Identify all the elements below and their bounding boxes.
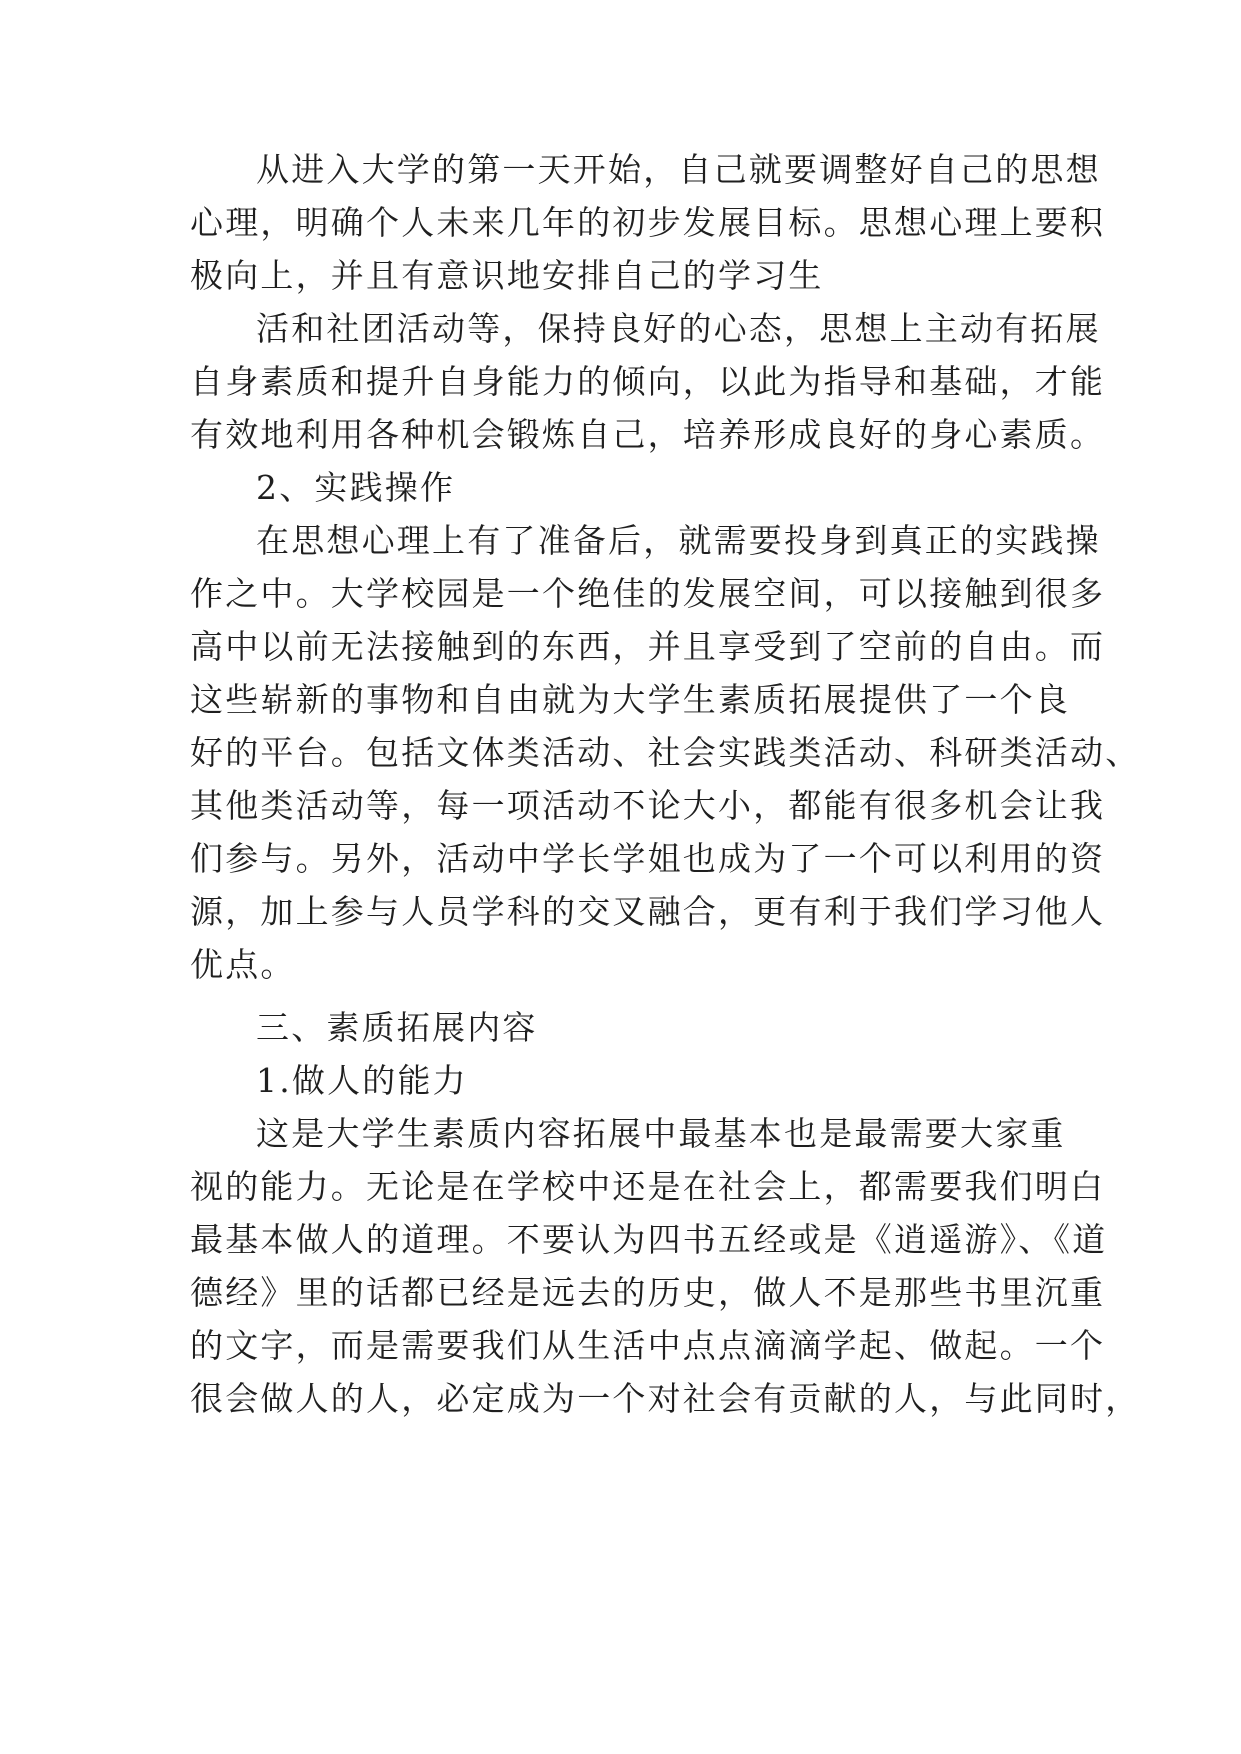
text-line: 作之中。大学校园是一个绝佳的发展空间，可以接触到很多	[190, 574, 1106, 613]
text-line: 活和社团活动等，保持良好的心态，思想上主动有拓展	[256, 309, 1101, 348]
text-line: 源，加上参与人员学科的交叉融合，更有利于我们学习他人	[190, 892, 1106, 931]
text-line: 在思想心理上有了准备后，就需要投身到真正的实践操	[256, 521, 1101, 560]
text-line: 德经》里的话都已经是远去的历史，做人不是那些书里沉重	[190, 1273, 1106, 1312]
text-line: 有效地利用各种机会锻炼自己，培养形成良好的身心素质。	[190, 415, 1106, 454]
text-line: 自身素质和提升自身能力的倾向，以此为指导和基础，才能	[190, 362, 1106, 401]
text-line: 的文字，而是需要我们从生活中点点滴滴学起、做起。一个	[190, 1326, 1106, 1365]
text-line: 视的能力。无论是在学校中还是在社会上，都需要我们明白	[190, 1167, 1106, 1206]
text-line: 其他类活动等，每一项活动不论大小，都能有很多机会让我	[190, 786, 1106, 825]
heading-ability: 1.做人的能力	[256, 1061, 468, 1100]
text-line: 这些崭新的事物和自由就为大学生素质拓展提供了一个良	[190, 680, 1070, 719]
text-line: 极向上，并且有意识地安排自己的学习生	[190, 256, 824, 295]
text-line: 很会做人的人，必定成为一个对社会有贡献的人，与此同时，	[190, 1379, 1141, 1418]
text-line: 好的平台。包括文体类活动、社会实践类活动、科研类活动、	[190, 733, 1141, 772]
heading-practice: 2、实践操作	[256, 468, 456, 507]
text-line: 最基本做人的道理。不要认为四书五经或是《逍遥游》、《道	[190, 1220, 1108, 1259]
text-line: 们参与。另外，活动中学长学姐也成为了一个可以利用的资	[190, 839, 1106, 878]
text-line: 心理，明确个人未来几年的初步发展目标。思想心理上要积	[190, 203, 1106, 242]
text-line: 这是大学生素质内容拓展中最基本也是最需要大家重	[256, 1114, 1066, 1153]
text-line: 高中以前无法接触到的东西，并且享受到了空前的自由。而	[190, 627, 1106, 666]
heading-section-3: 三、素质拓展内容	[256, 1008, 538, 1047]
text-line: 优点。	[190, 945, 296, 984]
text-line: 从进入大学的第一天开始，自己就要调整好自己的思想	[256, 150, 1101, 189]
